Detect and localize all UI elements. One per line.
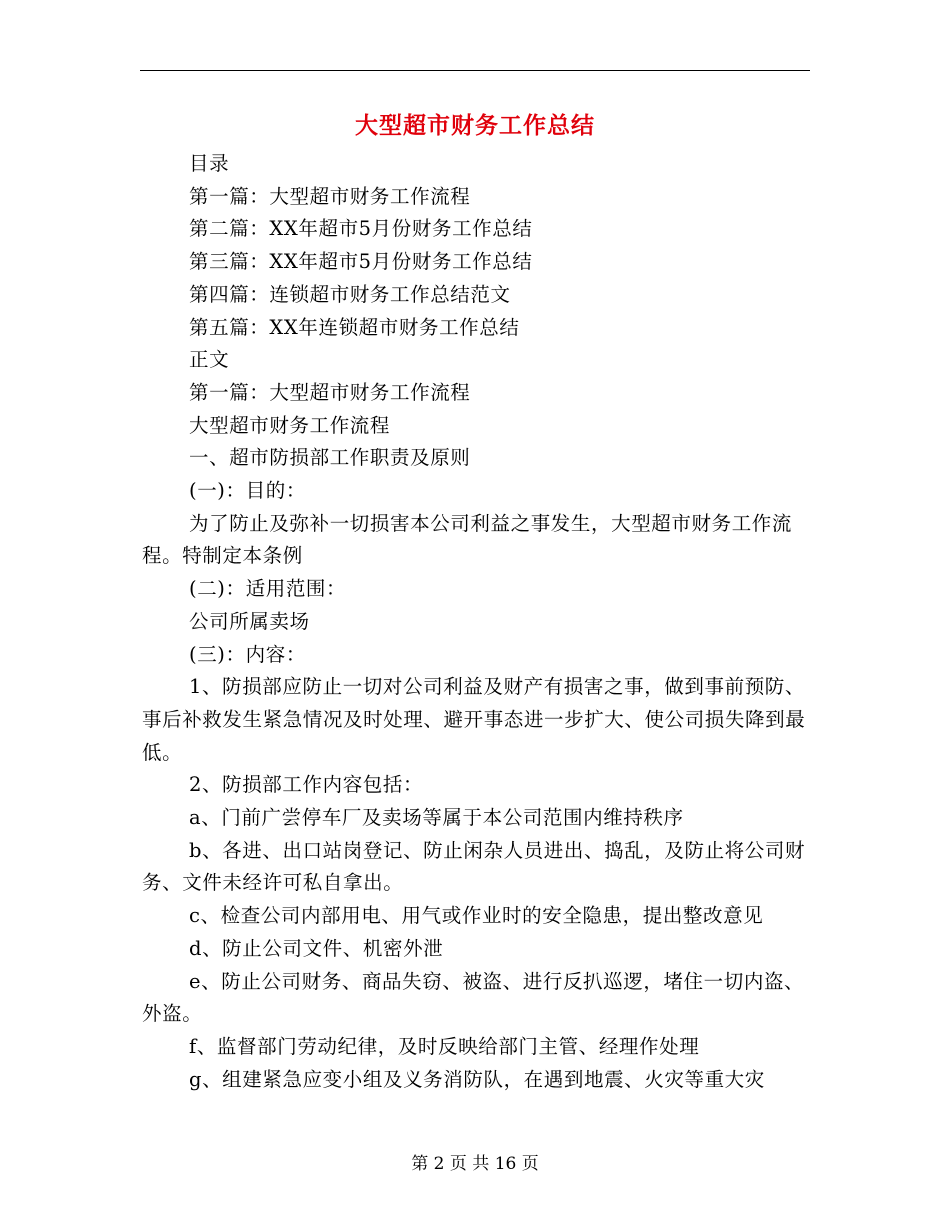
document-body xyxy=(142,148,808,1096)
paragraph: 大型超市财务工作流程 xyxy=(189,413,391,437)
document-title: 大型超市财务工作总结 xyxy=(355,112,595,139)
paragraph: 目录 xyxy=(189,152,230,175)
paragraph: (三)：内容： xyxy=(189,642,306,666)
paragraph: c、检查公司内部用电、用气或作业时的安全隐患，提出整改意见 xyxy=(189,904,764,928)
paragraph: 2、防损部工作内容包括： xyxy=(189,773,424,797)
paragraph: (一)：目的： xyxy=(189,479,306,503)
paragraph: b、各进、出口站岗登记、防止闲杂人员进出、捣乱，及防止将公司财务、文件未经许可私自拿出。 xyxy=(142,838,806,895)
paragraph: a、门前广尝停车厂及卖场等属于本公司范围内维持秩序 xyxy=(189,806,684,830)
paragraph: 公司所属卖场 xyxy=(189,609,310,633)
paragraph: 为了防止及弥补一切损害本公司利益之事发生，大型超市财务工作流程。特制定本条例 xyxy=(142,511,793,568)
paragraph: 正文 xyxy=(189,348,230,372)
paragraph: 第五篇：XX年连锁超市财务工作总结 xyxy=(189,315,520,339)
page-number-footer: 第 2 页 共 16 页 xyxy=(411,1154,539,1174)
paragraph: 1、防损部应防止一切对公司利益及财产有损害之事，做到事前预防、事后补救发生紧急情况及时处理、避开事态进一步扩大、使公司损失降到最低。 xyxy=(142,675,806,764)
paragraph: e、防止公司财务、商品失窃、被盗、进行反扒巡逻，堵住一切内盗、外盗。 xyxy=(142,969,805,1026)
paragraph: 第一篇：大型超市财务工作流程 xyxy=(189,184,471,208)
paragraph: 第三篇：XX年超市5月份财务工作总结 xyxy=(189,250,533,274)
paragraph: f、监督部门劳动纪律，及时反映给部门主管、经理作处理 xyxy=(189,1034,700,1058)
paragraph: g、组建紧急应变小组及义务消防队，在遇到地震、火灾等重大灾 xyxy=(189,1067,765,1091)
paragraph: 第四篇：连锁超市财务工作总结范文 xyxy=(189,282,511,306)
paragraph: d、防止公司文件、机密外泄 xyxy=(189,936,444,960)
paragraph: (二)：适用范围： xyxy=(189,577,347,601)
paragraph: 第二篇：XX年超市5月份财务工作总结 xyxy=(189,217,533,241)
header-rule xyxy=(140,70,810,71)
paragraph: 一、超市防损部工作职责及原则 xyxy=(189,446,471,470)
paragraph: 第一篇：大型超市财务工作流程 xyxy=(189,380,471,404)
